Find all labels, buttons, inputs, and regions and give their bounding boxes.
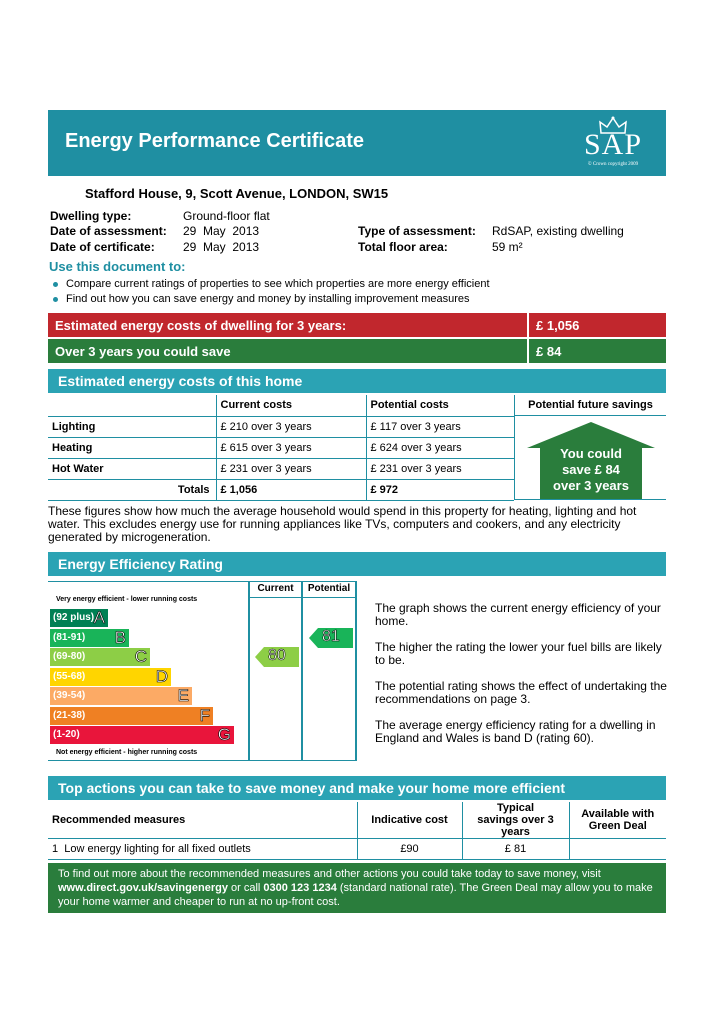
savings-bar [48, 339, 666, 363]
footer-note [48, 863, 666, 913]
certificate-date-label: Date of certificate: [50, 240, 155, 254]
property-address: Stafford House, 9, Scott Avenue, LONDON, SW15 [85, 186, 389, 201]
totals-row [48, 479, 514, 500]
rating-section-title: Energy Efficiency Rating [48, 552, 666, 576]
actions-table [48, 802, 666, 860]
band-range: (1-20) [53, 729, 80, 740]
rating-band-e [50, 687, 192, 705]
band-letter: A [93, 608, 105, 627]
current-rating-value: 80 [268, 647, 286, 664]
top-efficiency-note: Very energy efficient - lower running costs [56, 596, 198, 603]
savings-callout-line1: You could [560, 446, 622, 461]
costs-note: These figures show how much the average household would spend in this property for heating, lighting and hot water. This excludes energy use for running appliances like TVs, computers and cookers, and any electricity generated by microgeneration. [48, 504, 637, 544]
footer-phone: 0300 123 1234 [263, 882, 337, 894]
table-header: Typical savings over 3 years [462, 802, 569, 839]
sap-logo-text: SAP [583, 128, 643, 161]
future-savings-header: Potential future savings [514, 395, 666, 416]
cost-row-name: Lighting [48, 416, 216, 437]
certificate-title: Energy Performance Certificate [65, 130, 365, 152]
band-letter: E [177, 686, 189, 705]
bottom-efficiency-note: Not energy efficient - higher running costs [56, 749, 198, 756]
measure-green-deal [569, 839, 666, 860]
cost-row-current: £ 210 over 3 years [216, 416, 366, 437]
savings-value: £ 84 [529, 339, 666, 363]
table-row [48, 458, 514, 479]
rating-explanation: The graph shows the current energy efficiency of your home. [375, 601, 661, 628]
band-letter: D [155, 666, 168, 686]
floor-area-value: 59 m² [492, 240, 523, 254]
dwelling-type-label: Dwelling type: [50, 209, 132, 223]
current-column-header: Current [257, 583, 294, 594]
measure-saving: £ 81 [462, 839, 569, 860]
rating-band-f [50, 707, 213, 725]
table-header: Potential costs [366, 395, 514, 416]
cost-row-name: Heating [48, 437, 216, 458]
certificate-date-value: 29 May 2013 [183, 240, 260, 254]
savings-label: Over 3 years you could save [48, 339, 527, 363]
rating-band-b [50, 629, 129, 647]
cost-row-current: £ 615 over 3 years [216, 437, 366, 458]
floor-area-label: Total floor area: [358, 240, 448, 254]
measure-name: Low energy lighting for all fixed outlets [64, 843, 251, 855]
rating-explanation: The higher the rating the lower your fuel bills are likely to be. [375, 640, 662, 667]
assessment-type-value: RdSAP, existing dwelling [492, 224, 624, 238]
future-savings-cell [514, 416, 666, 500]
footer-text: To find out more about the recommended measures and other actions you could take today to save money, visit [58, 868, 601, 880]
certificate-header [48, 110, 666, 176]
estimated-cost-value: £ 1,056 [529, 313, 666, 337]
total-potential: £ 972 [366, 479, 514, 500]
table-row [48, 437, 514, 458]
table-header: Current costs [216, 395, 366, 416]
rating-band-a [50, 609, 108, 627]
footer-text: (standard national rate). The Green Deal may allow you to make your home warmer and cheaper to run at no up-front cost. [58, 882, 653, 908]
measure-cost: £90 [357, 839, 462, 860]
table-row [48, 839, 666, 860]
band-letter: F [199, 705, 210, 725]
assessment-date-label: Date of assessment: [50, 224, 167, 238]
potential-rating-pointer [309, 628, 353, 648]
rating-band-c [50, 648, 150, 666]
estimated-cost-label: Estimated energy costs of dwelling for 3 years: [48, 313, 527, 337]
table-header: Recommended measures [48, 802, 357, 839]
savings-callout-line2: save £ 84 [562, 462, 620, 477]
dwelling-type-value: Ground-floor flat [183, 209, 270, 223]
band-letter: C [134, 647, 147, 666]
rating-explanation: The potential rating shows the effect of undertaking the recommendations on page 3. [375, 679, 667, 706]
table-header-row [48, 395, 514, 416]
table-header: Available with Green Deal [569, 802, 666, 839]
band-range: (69-80) [53, 651, 86, 662]
savings-callout-line3: over 3 years [553, 478, 629, 493]
actions-section-title: Top actions you can take to save money and make your home more efficient [48, 776, 666, 800]
measure-cell [48, 839, 357, 860]
potential-column-header: Potential [307, 583, 351, 594]
totals-label: Totals [48, 479, 216, 500]
total-current: £ 1,056 [216, 479, 366, 500]
band-range: (92 plus) [53, 612, 95, 623]
band-range: (39-54) [53, 690, 86, 701]
cost-row-potential: £ 231 over 3 years [366, 458, 514, 479]
estimated-cost-bar [48, 313, 666, 337]
cost-row-potential: £ 624 over 3 years [366, 437, 514, 458]
potential-rating-value: 81 [322, 627, 340, 645]
cost-row-name: Hot Water [48, 458, 216, 479]
list-item: Compare current ratings of properties to see which properties are more energy efficient [50, 278, 490, 293]
band-range: (81-91) [53, 631, 86, 643]
use-document-heading: Use this document to: [49, 259, 186, 274]
cost-row-current: £ 231 over 3 years [216, 458, 366, 479]
table-header [48, 395, 216, 416]
table-header-row [48, 802, 666, 839]
assessment-type-label: Type of assessment: [358, 224, 476, 238]
rating-band-g [50, 726, 234, 744]
cost-row-potential: £ 117 over 3 years [366, 416, 514, 437]
band-range: (55-68) [53, 670, 86, 682]
rating-explanation: The average energy efficiency rating for a dwelling in England and Wales is band D (rating 60). [375, 718, 656, 745]
rating-band-d [50, 668, 171, 686]
costs-section-title: Estimated energy costs of this home [48, 369, 666, 393]
assessment-date-value: 29 May 2013 [183, 224, 260, 238]
band-letter: G [217, 725, 231, 744]
footer-link[interactable]: www.direct.gov.uk/savingenergy [58, 882, 228, 894]
measure-number: 1 [52, 843, 59, 855]
table-header: Indicative cost [357, 802, 462, 839]
efficiency-graph [48, 581, 358, 761]
use-document-list [50, 278, 490, 308]
table-row [48, 416, 514, 437]
crown-copyright: © Crown copyright 2009 [587, 162, 639, 167]
band-range: (21-38) [53, 709, 86, 721]
band-letter: B [114, 627, 126, 647]
sap-logo [568, 118, 658, 172]
costs-table [48, 395, 514, 501]
crown-icon [598, 116, 628, 136]
current-rating-pointer [255, 647, 299, 667]
footer-text: or call [227, 882, 264, 894]
list-item: Find out how you can save energy and money by installing improvement measures [50, 293, 490, 308]
